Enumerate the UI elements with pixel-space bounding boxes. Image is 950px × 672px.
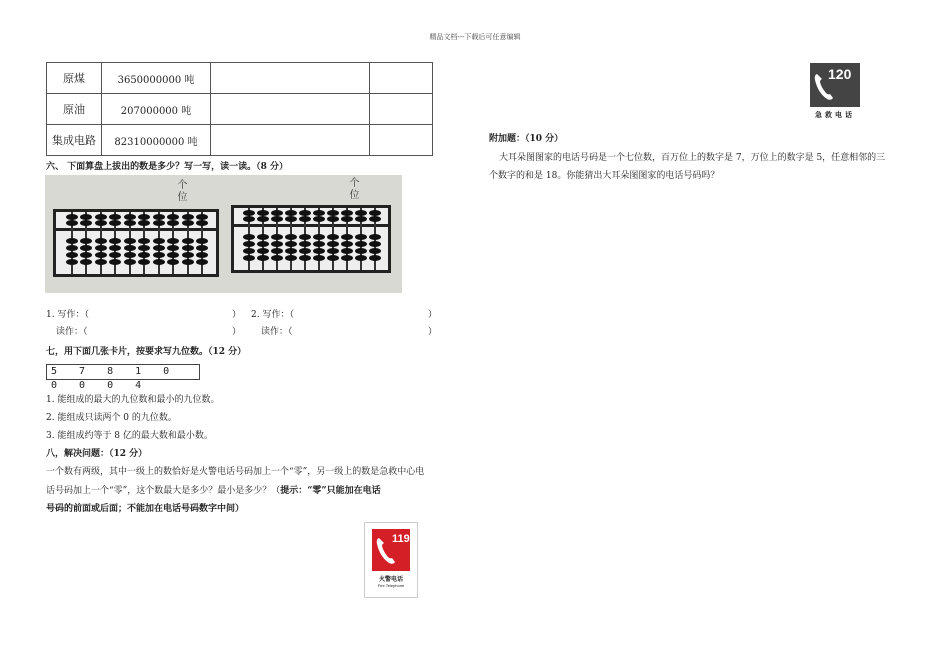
abacus-bead xyxy=(196,252,208,258)
abacus-bead xyxy=(124,252,136,258)
abacus-bead xyxy=(167,259,179,265)
table-row xyxy=(47,125,433,156)
abacus-bead xyxy=(182,220,194,226)
abacus-bead xyxy=(167,252,179,258)
problem-line-2 xyxy=(46,483,381,496)
problem-line-3: 号码的前面或后面；不能加在电话号码数字中间） xyxy=(46,504,245,514)
abacus-bead xyxy=(257,234,269,240)
fire-sign-cn: 火警电话 xyxy=(378,576,403,583)
question-2: 2. 能组成只读两个 0 的九位数。 xyxy=(46,413,177,423)
abacus-bead xyxy=(355,216,367,222)
abacus-bead xyxy=(327,241,339,247)
problem-line-1: 一个数有两级，其中一级上的数恰好是火警电话号码加上一个“零”，另一级上的数是急救中心电 xyxy=(46,467,425,477)
abacus-bead xyxy=(257,248,269,254)
abacus-bead xyxy=(271,216,283,222)
abacus-bead xyxy=(138,238,150,244)
abacus-bead xyxy=(66,238,78,244)
bracket-close: ） xyxy=(232,327,242,337)
table-row xyxy=(47,94,433,125)
abacus-bead xyxy=(285,255,297,261)
abacus-bead xyxy=(369,241,381,247)
abacus-bead xyxy=(327,248,339,254)
fire-number: 119 xyxy=(392,533,410,545)
read-label-1: 读作：（ xyxy=(56,327,88,337)
table-cell: 集成电路 xyxy=(47,125,102,156)
abacus-bead xyxy=(243,241,255,247)
abacus-bead xyxy=(182,245,194,251)
abacus-bead xyxy=(299,248,311,254)
abacus-bead xyxy=(369,248,381,254)
abacus-bead xyxy=(66,252,78,258)
abacus-bead xyxy=(243,216,255,222)
abacus-bead xyxy=(109,238,121,244)
abacus-bead xyxy=(109,220,121,226)
abacus-bead xyxy=(66,259,78,265)
abacus-bead xyxy=(153,220,165,226)
blank-cell xyxy=(211,94,370,125)
abacus-bead xyxy=(124,238,136,244)
write-label-2: 2. 写作：（ xyxy=(251,310,294,320)
abacus-bead xyxy=(124,259,136,265)
hint-text: 提示：“零”只能加在电话 xyxy=(280,486,381,496)
abacus-bead xyxy=(271,248,283,254)
bonus-line-2: 个数字的和是 18。你能猜出大耳朵图图家的电话号码吗？ xyxy=(489,171,720,181)
bracket-close: ） xyxy=(428,310,438,320)
abacus-bead xyxy=(66,245,78,251)
ambulance-number: 120 xyxy=(828,66,852,82)
question-1: 1. 能组成的最大的九位数和最小的九位数。 xyxy=(46,395,220,405)
abacus-bead xyxy=(243,234,255,240)
abacus-bead xyxy=(341,234,353,240)
abacus-bead xyxy=(153,252,165,258)
abacus-bead xyxy=(124,220,136,226)
ambulance-sign-panel xyxy=(810,63,860,107)
abacus-bead xyxy=(243,255,255,261)
abacus-bead xyxy=(327,216,339,222)
abacus-bead xyxy=(341,248,353,254)
abacus-bead xyxy=(257,255,269,261)
abacus-label: 个位 xyxy=(175,179,186,203)
abacus-bead xyxy=(299,241,311,247)
abacus-bead xyxy=(153,245,165,251)
problem-line-2-text: 话号码加上一个“零”，这个数最大是多少？最小是多少？（ xyxy=(46,486,281,496)
abacus-bead xyxy=(313,248,325,254)
abacus-bead xyxy=(369,255,381,261)
table-row xyxy=(47,63,433,94)
abacus-bead xyxy=(369,216,381,222)
production-table xyxy=(46,62,433,156)
abacus-bead xyxy=(138,220,150,226)
abacus-bead xyxy=(313,234,325,240)
abacus-bead xyxy=(257,241,269,247)
abacus-bead xyxy=(124,245,136,251)
abacus-bead xyxy=(271,241,283,247)
abacus-bead xyxy=(95,238,107,244)
abacus-bead xyxy=(182,252,194,258)
abacus-bead xyxy=(341,241,353,247)
abacus-bead xyxy=(138,252,150,258)
abacus-bead xyxy=(80,245,92,251)
abacus-label: 个位 xyxy=(347,177,358,201)
abacus-bead xyxy=(95,245,107,251)
abacus-bead xyxy=(196,259,208,265)
abacus-bead xyxy=(355,255,367,261)
bracket-close: ） xyxy=(428,327,438,337)
abacus-bead xyxy=(95,220,107,226)
blank-cell xyxy=(211,125,370,156)
table-cell: 82310000000 吨 xyxy=(102,125,211,156)
abacus-bead xyxy=(109,245,121,251)
section6-title: 六、 下面算盘上拔出的数是多少？写一写，读一读。（8 分） xyxy=(46,162,289,172)
question-3: 3. 能组成约等于 8 亿的最大数和最小数。 xyxy=(46,431,213,441)
abacus-bead xyxy=(182,259,194,265)
blank-cell xyxy=(370,63,433,94)
abacus-bead xyxy=(369,234,381,240)
abacus-bead xyxy=(138,259,150,265)
abacus-bead xyxy=(257,216,269,222)
abacus-bead xyxy=(66,220,78,226)
fire-sign-panel xyxy=(372,529,410,571)
abacus-bead xyxy=(153,259,165,265)
bonus-title: 附加题：（10 分） xyxy=(489,134,564,144)
abacus-bead xyxy=(243,248,255,254)
abacus-bead xyxy=(355,241,367,247)
bracket-close: ） xyxy=(232,310,242,320)
section8-title: 八，解决问题：（12 分） xyxy=(46,449,148,459)
abacus-bead xyxy=(80,259,92,265)
table-cell: 原油 xyxy=(47,94,102,125)
abacus-bead xyxy=(299,216,311,222)
number-cards: 5 7 8 1 0 0 0 0 4 xyxy=(46,364,200,380)
abacus-bead xyxy=(95,252,107,258)
abacus-bead xyxy=(196,245,208,251)
abacus-bead xyxy=(341,255,353,261)
fire-telephone-sign xyxy=(364,522,418,598)
abacus-bead xyxy=(285,241,297,247)
abacus-bead xyxy=(271,234,283,240)
abacus-bead xyxy=(80,220,92,226)
abacus-bead xyxy=(182,238,194,244)
table-cell: 原煤 xyxy=(47,63,102,94)
abacus-bead xyxy=(299,255,311,261)
abacus-bead xyxy=(285,234,297,240)
abacus-bead xyxy=(153,238,165,244)
ambulance-sign-cn: 急救电话 xyxy=(815,110,855,119)
blank-cell xyxy=(211,63,370,94)
abacus-bead xyxy=(327,234,339,240)
abacus-bead xyxy=(313,255,325,261)
abacus-photo xyxy=(45,175,402,293)
abacus-bead xyxy=(167,245,179,251)
write-label-1: 1. 写作：（ xyxy=(46,310,89,320)
ambulance-telephone-sign xyxy=(810,63,860,121)
abacus-bead xyxy=(138,245,150,251)
abacus-bead xyxy=(285,216,297,222)
abacus-bead xyxy=(285,248,297,254)
abacus-bead xyxy=(109,252,121,258)
section7-title: 七，用下面几张卡片，按要求写九位数。（12 分） xyxy=(46,347,247,357)
blank-cell xyxy=(370,94,433,125)
abacus-bead xyxy=(355,248,367,254)
abacus-bead xyxy=(80,238,92,244)
table-cell: 207000000 吨 xyxy=(102,94,211,125)
table-cell: 3650000000 吨 xyxy=(102,63,211,94)
abacus-bead xyxy=(95,259,107,265)
page-header: 精品文档---下载后可任意编辑 xyxy=(429,33,521,41)
abacus-right xyxy=(231,205,391,273)
abacus-bead xyxy=(80,252,92,258)
abacus-bead xyxy=(196,220,208,226)
abacus-bead xyxy=(341,216,353,222)
abacus-bead xyxy=(109,259,121,265)
read-label-2: 读作：（ xyxy=(261,327,293,337)
blank-cell xyxy=(370,125,433,156)
abacus-left xyxy=(53,209,219,277)
fire-sign-en: Fire Telephone xyxy=(377,583,405,588)
abacus-bead xyxy=(313,216,325,222)
abacus-bead xyxy=(167,220,179,226)
abacus-bead xyxy=(299,234,311,240)
abacus-bead xyxy=(313,241,325,247)
abacus-beam xyxy=(234,224,388,227)
abacus-bead xyxy=(196,238,208,244)
abacus-bead xyxy=(167,238,179,244)
abacus-bead xyxy=(327,255,339,261)
abacus-bead xyxy=(355,234,367,240)
abacus-bead xyxy=(271,255,283,261)
abacus-beam xyxy=(56,228,216,231)
bonus-line-1: 大耳朵图图家的电话号码是一个七位数，百万位上的数字是 7，万位上的数字是 5，任意相邻的三 xyxy=(499,153,886,163)
